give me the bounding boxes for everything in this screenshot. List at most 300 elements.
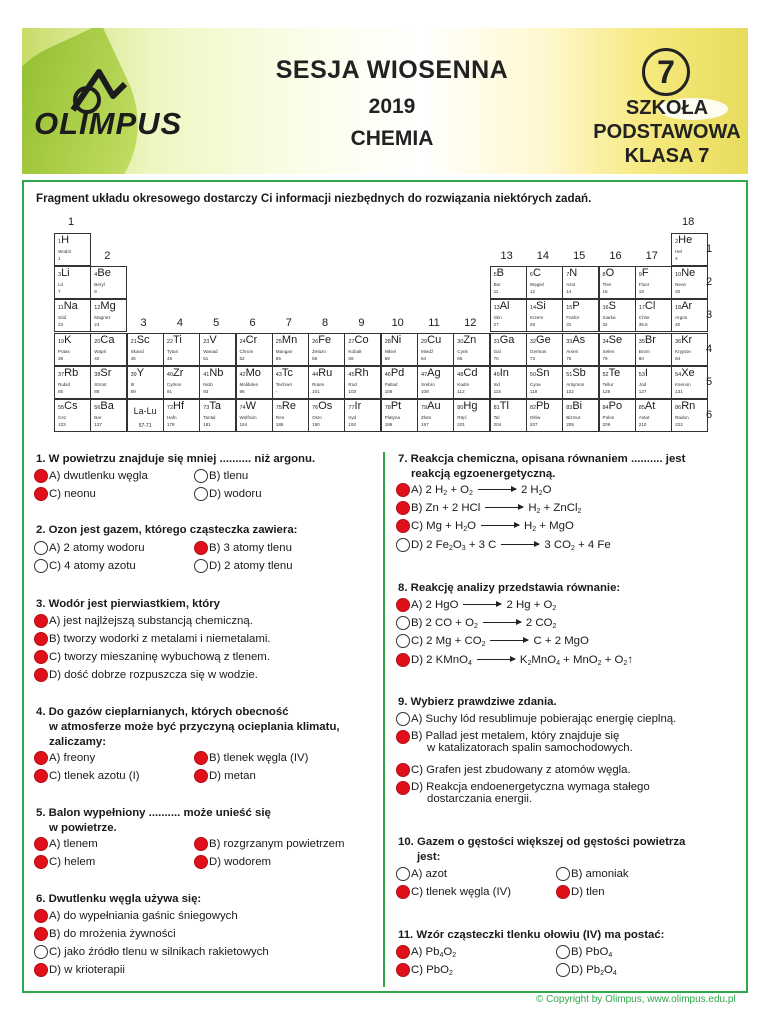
answer-mark[interactable]: [194, 469, 208, 483]
atomic-number: 82: [529, 405, 537, 411]
element-symbol: In: [499, 366, 509, 379]
element-symbol: Zn: [463, 333, 477, 346]
q4-option-b[interactable]: B) tlenek węgla (IV): [194, 751, 308, 765]
element-name: Rubid: [58, 381, 71, 387]
atomic-number: 56: [94, 405, 101, 411]
answer-mark[interactable]: [34, 855, 48, 869]
group-number: 11: [428, 317, 440, 329]
atomic-mass: 184: [239, 422, 248, 427]
atomic-number: 16: [602, 305, 609, 312]
q2-option-c[interactable]: C) 4 atomy azotu: [34, 559, 136, 573]
q10-option-d[interactable]: D) tlen: [556, 885, 605, 899]
equation: D) 2 $Fe_2O_3 + 3$ C 3 $CO_2 + 4$ Fe: [411, 538, 611, 552]
element-name: Azot: [566, 282, 576, 288]
q2-option-b[interactable]: B) 3 atomy tlenu: [194, 541, 292, 555]
q11-option-b[interactable]: B) PbO$_4$: [556, 945, 612, 959]
atomic-number: 44: [312, 371, 319, 378]
element-symbol: Ba: [100, 400, 114, 412]
element-cell: [417, 333, 454, 366]
element-name: Arsen: [566, 348, 579, 354]
q6-option-a[interactable]: A) do wypełniania gaśnic śniegowych: [34, 909, 238, 923]
element-name: Cyrkon: [166, 381, 182, 387]
element-symbol: Pb: [536, 400, 550, 412]
question-6-title: 6. Dwutlenku węgla używa się:: [36, 893, 202, 905]
element-cell: [381, 399, 418, 432]
atomic-mass: 7: [58, 289, 61, 295]
element-cell: [308, 366, 345, 399]
element-symbol: Sr: [100, 366, 112, 379]
atomic-mass: 40: [94, 355, 100, 361]
page-title: SESJA WIOSENNA: [275, 56, 509, 84]
atomic-number: 19: [58, 338, 65, 345]
q2-option-a[interactable]: A) 2 atomy wodoru: [34, 541, 145, 555]
answer-mark[interactable]: [34, 614, 48, 628]
element-name: Miedź: [421, 348, 434, 354]
atomic-number: 6: [529, 272, 533, 279]
equation: C) $Mg + H_2O$ $H_2$ + MgO: [411, 519, 574, 533]
atomic-mass: 131: [675, 388, 683, 394]
element-cell: [381, 333, 418, 366]
answer-mark[interactable]: [194, 541, 208, 555]
q3-option-b[interactable]: B) tworzy wodorki z metalami i niemetalami.: [34, 632, 271, 646]
element-name: Tal: [493, 415, 500, 420]
answer-mark[interactable]: [34, 668, 48, 682]
exam-year: 2019: [368, 95, 416, 118]
answer-mark[interactable]: [396, 763, 410, 777]
q7-option-b[interactable]: [396, 501, 581, 515]
atomic-mass: 84: [675, 355, 681, 361]
element-cell: [272, 399, 309, 432]
group-number: 18: [681, 216, 695, 228]
q5-option-d[interactable]: D) wodorem: [194, 855, 271, 869]
element-cell: [635, 399, 672, 432]
atomic-number: 41: [203, 371, 210, 378]
equation: B) Zn + 2 HCl $H_2$ + ZnCl$_2$: [411, 501, 582, 515]
atomic-mass: 207: [529, 422, 538, 427]
element-name: Bor: [493, 282, 501, 288]
element-symbol: Ni: [390, 333, 402, 346]
element-name: Ruten: [312, 381, 325, 387]
atomic-mass: 59: [384, 355, 390, 361]
atomic-mass: 55: [275, 355, 281, 361]
element-cell: [562, 399, 599, 432]
group-number: 6: [249, 317, 256, 329]
answer-mark[interactable]: [34, 837, 48, 851]
atomic-mass: 192: [348, 422, 357, 427]
answer-mark[interactable]: [396, 653, 410, 667]
q11-option-a[interactable]: A) $Pb_4O_2$: [396, 945, 456, 959]
atomic-mass: 24: [94, 322, 100, 328]
q9-option-b[interactable]: B) Pallad jest metalem, który znajduje się w katalizatorach spalin samochodowych.: [396, 730, 633, 754]
answer-mark[interactable]: [396, 598, 410, 612]
element-symbol: Al: [499, 300, 510, 313]
atomic-mass: 48: [166, 355, 173, 361]
element-symbol: Co: [354, 333, 369, 346]
atomic-number: 36: [675, 338, 682, 345]
answer-mark[interactable]: [34, 751, 48, 765]
element-cell: [635, 333, 672, 366]
element-name: Potas: [58, 348, 70, 354]
element-cell: [90, 366, 127, 399]
q5-option-b[interactable]: B) rozgrzanym powietrzem: [194, 837, 344, 851]
answer-mark[interactable]: [194, 769, 208, 783]
question-1-title: 1. W powietrzu znajduje się mniej .......... niż argonu.: [36, 453, 316, 465]
element-name: Platyna: [384, 415, 401, 420]
atomic-number: 9: [638, 272, 642, 279]
element-cell: [199, 399, 236, 432]
element-symbol: At: [644, 400, 656, 412]
element-symbol: S: [608, 300, 616, 313]
atomic-number: 74: [239, 405, 246, 411]
exam-subject: CHEMIA: [350, 127, 434, 150]
answer-mark[interactable]: [194, 855, 208, 869]
reaction-arrow: [478, 489, 516, 490]
element-symbol: Pd: [390, 366, 405, 379]
q8-option-b[interactable]: [396, 616, 556, 630]
atomic-mass: 106: [384, 388, 393, 394]
period-number: 2: [706, 276, 713, 289]
reaction-arrow: [477, 659, 515, 660]
q8-option-c[interactable]: [396, 634, 589, 648]
atomic-number: 84: [602, 405, 609, 411]
element-cell: [453, 399, 490, 432]
q3-option-a[interactable]: A) jest najlżejszą substancją chemiczną.: [34, 614, 253, 628]
atomic-mass: 12: [529, 289, 536, 295]
school-line-2: PODSTAWOWA: [593, 121, 741, 143]
q7-option-d[interactable]: [396, 538, 611, 552]
grade-badge: 7: [642, 48, 690, 96]
q6-option-d[interactable]: D) w krioterapii: [34, 963, 125, 977]
atomic-number: 3: [58, 272, 62, 279]
element-cell: [562, 266, 599, 299]
atomic-mass: 91: [166, 388, 173, 394]
element-name: Kadm: [457, 381, 470, 387]
element-cell: [599, 266, 636, 299]
atomic-number: 75: [275, 405, 282, 411]
element-symbol: I: [644, 366, 648, 379]
element-cell: [562, 366, 599, 399]
atomic-number: 35: [638, 338, 645, 345]
element-symbol: P: [572, 300, 580, 313]
q10-option-b[interactable]: B) amoniak: [556, 867, 629, 881]
atomic-number: 22: [166, 338, 174, 345]
element-symbol: He: [678, 234, 693, 246]
atomic-mass: 127: [638, 388, 647, 394]
q7-option-a[interactable]: [396, 483, 551, 497]
q8-option-d[interactable]: [396, 653, 633, 667]
period-number: 4: [706, 342, 713, 355]
atomic-number: 81: [493, 405, 500, 411]
element-symbol: Mn: [281, 333, 298, 346]
element-cell: [54, 233, 91, 266]
q1-option-d[interactable]: D) wodoru: [194, 487, 262, 501]
element-symbol: Te: [608, 366, 621, 379]
element-symbol: O: [605, 267, 615, 280]
element-cell: [236, 366, 273, 399]
q10-option-a[interactable]: A) azot: [396, 867, 447, 881]
atomic-mass: 88: [94, 388, 100, 394]
atomic-mass: 52: [239, 355, 245, 361]
element-symbol: H: [61, 234, 70, 246]
element-cell: [599, 399, 636, 432]
answer-mark[interactable]: [396, 519, 410, 533]
element-cell: [163, 399, 200, 432]
answer-mark[interactable]: [396, 781, 410, 795]
q8-option-a[interactable]: [396, 598, 556, 612]
q6-option-c[interactable]: C) jako źródło tlenu w silnikach rakietowych: [34, 945, 269, 959]
answer-mark[interactable]: [34, 909, 48, 923]
atomic-number: 85: [638, 405, 645, 411]
answer-mark[interactable]: [34, 559, 48, 573]
element-symbol: Ne: [681, 267, 696, 280]
answer-mark[interactable]: [34, 945, 48, 959]
element-cell: [344, 399, 381, 432]
atomic-mass: 27: [493, 322, 499, 328]
q5-option-c[interactable]: C) helem: [34, 855, 95, 869]
atomic-mass: 11: [493, 289, 499, 295]
element-symbol: Y: [136, 366, 145, 379]
element-symbol: Be: [97, 267, 111, 280]
atomic-mass: 195: [384, 422, 393, 427]
q11-option-c[interactable]: C) PbO$_2$: [396, 963, 453, 977]
element-symbol: Cu: [427, 333, 442, 346]
header-banner: [22, 28, 748, 174]
atomic-number: 79: [421, 405, 428, 411]
element-symbol: V: [209, 333, 217, 346]
group-number: 4: [176, 317, 183, 329]
group-number: 3: [140, 317, 147, 329]
answer-mark[interactable]: [34, 963, 48, 977]
atomic-number: 27: [348, 338, 355, 345]
answer-mark[interactable]: [396, 616, 410, 630]
q9-option-a[interactable]: A) Suchy lód resublimuje pobierając energię cieplną.: [396, 712, 676, 726]
element-name: Iryd: [348, 415, 357, 420]
element-cell: [671, 366, 708, 399]
answer-mark[interactable]: [396, 538, 410, 552]
answer-mark[interactable]: [396, 945, 410, 959]
answer-mark[interactable]: [34, 927, 48, 941]
q4-option-c[interactable]: C) tlenek azotu (I): [34, 769, 140, 783]
answer-mark[interactable]: [396, 730, 410, 744]
atomic-number: 25: [275, 338, 282, 345]
atomic-mass: 51: [203, 355, 209, 361]
reaction-arrow: [501, 544, 539, 545]
q6-option-b[interactable]: B) do mrożenia żywności: [34, 927, 176, 941]
answer-mark[interactable]: [556, 945, 570, 959]
group-number: 14: [536, 250, 550, 262]
q3-option-d[interactable]: D) dość dobrze rozpuszcza się w wodzie.: [34, 668, 258, 682]
answer-mark[interactable]: [34, 650, 48, 664]
atomic-mass: 93: [203, 388, 209, 394]
atomic-number: 21: [130, 338, 137, 345]
answer-mark[interactable]: [396, 501, 410, 515]
element-symbol: Sc: [136, 333, 150, 346]
answer-mark[interactable]: [34, 487, 48, 501]
element-symbol: Ga: [499, 333, 515, 346]
element-name: Rtęć: [457, 415, 467, 420]
periodic-table: [54, 216, 713, 435]
atomic-number: 54: [675, 371, 682, 378]
intro-text: Fragment układu okresowego dostarczy Ci informacji niezbędnych do rozwiązania niektórych zadań.: [36, 192, 592, 205]
atomic-mass: 4: [675, 256, 678, 261]
atomic-mass: 115: [493, 388, 501, 394]
element-symbol: Cr: [245, 333, 258, 346]
element-symbol: As: [572, 333, 586, 346]
atomic-number: 39: [130, 371, 137, 378]
element-cell: [490, 333, 527, 366]
element-name: Żelazo: [312, 348, 326, 354]
answer-mark[interactable]: [34, 469, 48, 483]
atomic-number: 26: [312, 338, 319, 345]
q10-option-c[interactable]: C) tlenek węgla (IV): [396, 885, 511, 899]
element-name: Tellur: [602, 381, 614, 387]
element-cell: [599, 333, 636, 366]
atomic-mass: 210: [638, 422, 647, 427]
element-cell: [236, 333, 273, 366]
atomic-number: 18: [675, 305, 682, 312]
atomic-mass: 32: [602, 322, 608, 328]
element-name: Neon: [675, 282, 687, 288]
answer-mark[interactable]: [34, 632, 48, 646]
atomic-mass: 137: [94, 422, 102, 427]
element-symbol: Sn: [536, 366, 550, 379]
element-cell: [635, 266, 672, 299]
question-8-title: 8. Reakcję analizy przedstawia równanie:: [398, 582, 621, 594]
element-name: Tytan: [166, 348, 179, 354]
answer-mark[interactable]: [194, 751, 208, 765]
element-symbol: Ta: [209, 400, 221, 412]
atomic-mass: 65: [457, 355, 463, 361]
element-name: Skand: [130, 348, 144, 354]
element-symbol: Fe: [318, 333, 332, 346]
element-name: Osm: [312, 415, 322, 420]
q2-option-d[interactable]: D) 2 atomy tlenu: [194, 559, 293, 573]
element-cell: [163, 333, 200, 366]
element-symbol: Mg: [100, 300, 116, 313]
atomic-mass: 9: [94, 289, 97, 295]
element-name: Mangan: [275, 348, 293, 354]
element-name: Tantal: [203, 415, 216, 420]
element-cell: [417, 366, 454, 399]
answer-mark[interactable]: [194, 837, 208, 851]
q4-option-d[interactable]: D) metan: [194, 769, 256, 783]
element-cell: [453, 333, 490, 366]
atomic-mass: 56: [312, 355, 318, 361]
q1-option-c[interactable]: C) neonu: [34, 487, 96, 501]
element-symbol: Sb: [572, 366, 586, 379]
atomic-number: 37: [58, 371, 65, 378]
element-cell: [526, 299, 563, 332]
q11-option-d[interactable]: D) $Pb_2O_4$: [556, 963, 617, 977]
element-name: Chrom: [239, 348, 254, 354]
period-number: 3: [706, 309, 713, 322]
element-symbol: Tl: [499, 400, 509, 412]
element-name: Selen: [602, 348, 615, 354]
element-cell: [54, 266, 91, 299]
reaction-arrow: [481, 525, 519, 526]
q1-option-a[interactable]: A) dwutlenku węgla: [34, 469, 148, 483]
atomic-mass: 201: [457, 422, 465, 427]
atomic-mass: 204: [493, 422, 502, 427]
element-cell: [54, 333, 91, 366]
atomic-mass: 133: [58, 422, 66, 427]
element-name: Wodór: [58, 249, 72, 254]
atomic-number: 40: [166, 371, 174, 378]
element-name: Wolfram: [239, 415, 257, 420]
answer-mark[interactable]: [396, 483, 410, 497]
answer-mark[interactable]: [556, 867, 570, 881]
school-level: [582, 96, 748, 168]
atomic-number: 42: [239, 371, 246, 378]
atomic-mass: 108: [421, 388, 429, 394]
answer-mark[interactable]: [194, 487, 208, 501]
q7-option-c[interactable]: [396, 519, 574, 533]
atomic-mass: 39: [58, 355, 64, 361]
element-name: Stront: [94, 381, 107, 387]
answer-mark[interactable]: [556, 963, 570, 977]
atomic-mass: 59: [348, 355, 354, 361]
element-symbol: Au: [427, 400, 441, 412]
answer-mark[interactable]: [396, 867, 410, 881]
answer-mark[interactable]: [556, 885, 570, 899]
group-number: 5: [213, 317, 220, 329]
element-symbol: Xe: [681, 366, 695, 379]
q5-option-a[interactable]: A) tlenem: [34, 837, 98, 851]
element-cell: [127, 366, 164, 399]
element-name: Złoto: [421, 415, 432, 420]
group-number: 17: [645, 250, 658, 262]
element-name: Radon: [675, 415, 689, 420]
element-cell: [526, 333, 563, 366]
element-symbol: Re: [281, 400, 296, 412]
atomic-mass: 128: [602, 388, 611, 394]
element-name: Kobalt: [348, 348, 362, 354]
element-name: Jod: [638, 381, 647, 387]
element-name: Fluor: [638, 282, 650, 288]
answer-mark[interactable]: [396, 634, 410, 648]
atomic-number: 10: [675, 272, 682, 279]
q9-option-c[interactable]: C) Grafen jest zbudowany z atomów węgla.: [396, 763, 631, 777]
atomic-mass: 35.5: [638, 322, 648, 328]
answer-mark[interactable]: [34, 769, 48, 783]
atomic-number: 77: [348, 405, 355, 411]
element-name: Glin: [493, 315, 502, 321]
q4-option-a[interactable]: A) freony: [34, 751, 95, 765]
q3-option-c[interactable]: C) tworzy mieszaninę wybuchową z tlenem.: [34, 650, 270, 664]
answer-mark[interactable]: [396, 885, 410, 899]
atomic-mass: 79: [602, 355, 608, 361]
q1-option-b[interactable]: B) tlenu: [194, 469, 248, 483]
atomic-mass: 112: [457, 388, 465, 394]
question-2-title: 2. Ozon jest gazem, którego cząsteczka zawiera:: [36, 524, 298, 536]
answer-mark[interactable]: [396, 712, 410, 726]
q9-option-d[interactable]: D) Reakcja endoenergetyczna wymaga stałego dostarczania energii.: [396, 781, 650, 805]
answer-mark[interactable]: [34, 541, 48, 555]
element-symbol: Ca: [100, 333, 115, 346]
question-9-title: 9. Wybierz prawdziwe zdania.: [398, 696, 557, 708]
element-cell: [90, 299, 127, 332]
atomic-mass: 45: [130, 355, 136, 361]
atomic-number: 55: [58, 405, 65, 411]
element-cell: [199, 333, 236, 366]
atomic-mass: 19: [638, 289, 644, 295]
element-name: Lit: [58, 282, 63, 288]
atomic-mass: 119: [529, 388, 538, 394]
answer-mark[interactable]: [194, 559, 208, 573]
element-name: Ołów: [529, 415, 541, 420]
atomic-number: 8: [602, 272, 606, 279]
answer-mark[interactable]: [396, 963, 410, 977]
